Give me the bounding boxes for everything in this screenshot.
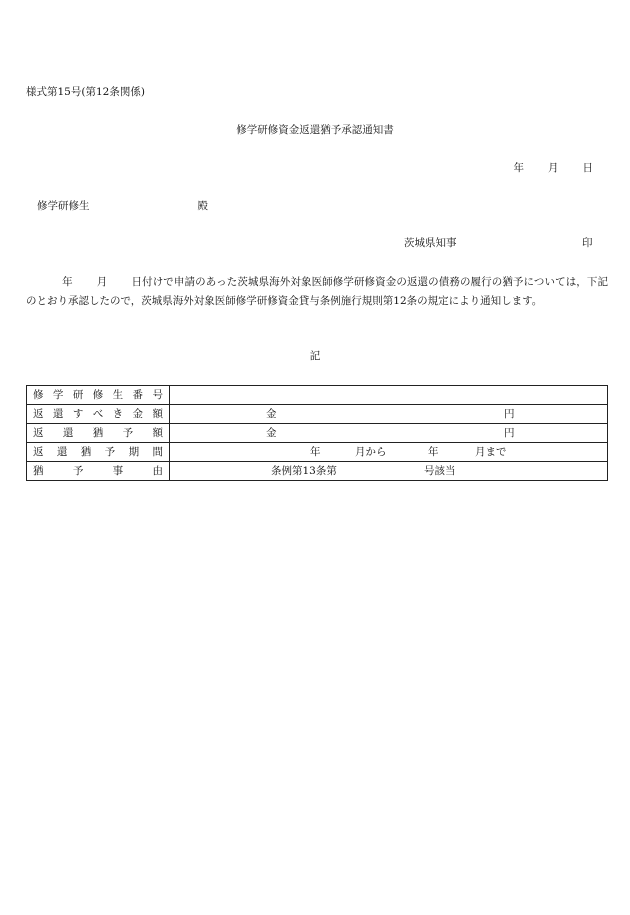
addressee-line [37,199,208,213]
yen-label: 円 [504,408,515,420]
label-char: 返 [33,427,44,439]
label-char: 学 [52,389,64,401]
date-line [514,161,594,175]
period-end-month: 月まで [475,446,507,458]
label-char: 期 [128,446,140,458]
row-label-deferral-reason [27,462,170,481]
item-applicable: 号該当 [424,465,456,477]
date-year-label: 年 [513,162,524,174]
table-row [27,462,608,481]
period-end-year: 年 [428,446,439,458]
table-row [27,405,608,424]
label-char: 生 [112,389,124,401]
label-char: 猶 [33,465,44,477]
label-char: 還 [52,408,64,420]
label-char: 由 [152,465,163,477]
table-row [27,386,608,405]
student-number-value [170,386,608,405]
deferral-reason-value [170,462,608,481]
ki-heading: 記 [309,350,321,362]
addressee-honorific: 殿 [197,200,208,212]
label-char: 還 [62,427,74,439]
deferral-amount-value [170,424,608,443]
seal-mark: 印 [582,237,593,249]
row-label-student-number [27,386,170,405]
label-char: 事 [112,465,124,477]
period-start-month: 月から [355,446,387,458]
label-char: 返 [33,408,44,420]
body-text: 日付けで申請のあった茨城県海外対象医師修学研修資金の返還の債務の履行の猶予については，下記のとおり承認したので，茨城県海外対象医師修学研修資金貸与条例施行規則第12条の規定により通知します。 [26,276,609,307]
repayment-amount-value [170,405,608,424]
deferral-period-value [170,443,608,462]
yen-label: 円 [504,427,515,439]
spread-label [27,405,169,423]
form-number: 様式第15号(第12条関係) [26,86,145,98]
body-year-label: 年 [62,276,73,288]
row-label-repayment-amount [27,405,170,424]
document-title: 修学研修資金返還猶予承認通知書 [236,124,394,136]
label-char: 猶 [80,446,92,458]
ordinance-article: 条例第13条第 [271,465,337,477]
label-char: 予 [104,446,116,458]
label-char: き [112,408,124,420]
label-char: 修 [33,389,44,401]
table-row [27,424,608,443]
addressee-prefix: 修学研修生 [37,200,90,212]
label-char: す [72,408,84,420]
label-char: 号 [152,389,163,401]
sender-name: 茨城県知事 [404,237,457,249]
label-char: 還 [56,446,68,458]
table-row [27,443,608,462]
row-label-deferral-amount [27,424,170,443]
label-char: 猶 [92,427,104,439]
label-char: 予 [122,427,134,439]
label-char: 間 [152,446,163,458]
body-paragraph [26,273,608,311]
spread-label [27,386,169,404]
detail-table [26,385,608,481]
label-char: べ [92,408,104,420]
body-month-label: 月 [96,276,108,288]
label-char: 金 [132,408,144,420]
label-char: 返 [33,446,44,458]
kin-label: 金 [266,427,277,439]
row-label-deferral-period [27,443,170,462]
date-month-label: 月 [548,162,559,174]
label-char: 額 [152,427,163,439]
label-char: 研 [72,389,84,401]
label-char: 修 [92,389,104,401]
date-day-label: 日 [582,162,593,174]
label-char: 額 [152,408,163,420]
label-char: 予 [72,465,84,477]
kin-label: 金 [266,408,277,420]
label-char: 番 [132,389,144,401]
spread-label [27,443,169,461]
period-start-year: 年 [310,446,321,458]
spread-label [27,424,169,442]
spread-label [27,462,169,480]
